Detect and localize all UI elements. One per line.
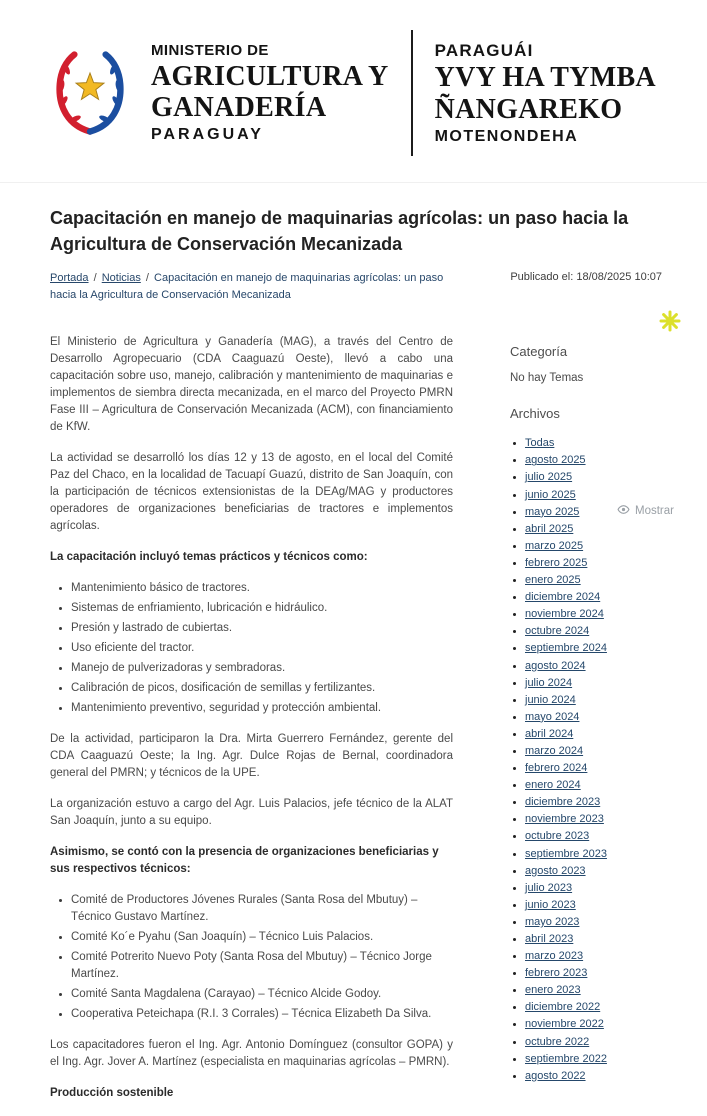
archive-item xyxy=(525,1033,662,1050)
archive-item xyxy=(525,947,662,964)
archive-link[interactable]: septiembre 2023 xyxy=(525,847,607,860)
archive-item xyxy=(525,998,662,1015)
article-paragraph: El Ministerio de Agricultura y Ganadería (MAG), a través del Centro de Desarrollo Agropecuario (CDA Caaguazú Oeste), llevó a cabo una capacitación sobre uso, manejo, calibración y mantenimiento de maquinarias e implementos de siembra directa mecanizada, en el marco del Proyecto PMRN Fase III – Agricultura de Conservación Mecanizada (ACM), con financiamiento de KfW. xyxy=(50,336,453,434)
archive-link[interactable]: julio 2023 xyxy=(525,881,573,894)
archive-item xyxy=(525,451,662,468)
topics-list-item: • Calibración de picos, dosificación de semillas y fertilizantes. xyxy=(71,680,453,697)
archive-item xyxy=(525,657,662,674)
archive-item xyxy=(525,981,662,998)
organizations-list-item: • Comité Ko´e Pyahu (San Joaquín) – Técnico Luis Palacios. xyxy=(71,929,453,946)
archive-link[interactable]: febrero 2025 xyxy=(525,556,588,569)
archive-link[interactable]: abril 2025 xyxy=(525,522,574,535)
mag-coat-of-arms-logo xyxy=(51,46,129,140)
archive-link[interactable]: marzo 2025 xyxy=(525,539,584,552)
breadcrumb-separator: / xyxy=(145,272,149,285)
archive-item xyxy=(525,845,662,862)
site-header xyxy=(0,0,707,183)
guarani-line-3: ÑANGAREKO xyxy=(434,93,623,125)
archive-item xyxy=(525,468,662,485)
accessibility-asterisk-icon[interactable] xyxy=(659,310,681,332)
archive-item xyxy=(525,588,662,605)
organizations-list-item: • Cooperativa Peteichapa (R.I. 3 Corrales) – Técnica Elizabeth Da Silva. xyxy=(71,1006,453,1023)
organizations-heading: Asimismo, se contó con la presencia de organizaciones beneficiarias y sus respectivos técnicos: xyxy=(50,846,439,876)
archive-link[interactable]: enero 2023 xyxy=(525,984,581,997)
archive-link[interactable]: junio 2025 xyxy=(525,488,576,501)
breadcrumb-separator: / xyxy=(93,272,97,285)
ministry-line-2: AGRICULTURA Y xyxy=(151,60,389,92)
header-divider xyxy=(411,30,413,156)
archive-item xyxy=(525,879,662,896)
show-label: Mostrar xyxy=(635,505,674,517)
archive-item xyxy=(525,776,662,793)
archive-link[interactable]: diciembre 2023 xyxy=(525,796,601,809)
archive-item xyxy=(525,486,662,503)
breadcrumb-link-noticias[interactable]: Noticias xyxy=(101,272,141,285)
archives-title: Archivos xyxy=(510,406,560,422)
main-content xyxy=(0,183,707,1116)
archive-link[interactable]: octubre 2024 xyxy=(525,625,590,638)
archive-item xyxy=(525,964,662,981)
archive-item xyxy=(525,537,662,554)
category-title: Categoría xyxy=(510,344,568,360)
content-columns xyxy=(50,334,662,1116)
archive-link[interactable]: mayo 2023 xyxy=(525,915,580,928)
archive-link[interactable]: enero 2025 xyxy=(525,574,581,587)
archive-link[interactable]: diciembre 2024 xyxy=(525,591,601,604)
archive-link[interactable]: septiembre 2024 xyxy=(525,642,607,655)
archive-item xyxy=(525,605,662,622)
archive-item xyxy=(525,691,662,708)
archive-link[interactable]: marzo 2023 xyxy=(525,950,584,963)
archive-item xyxy=(525,674,662,691)
topics-list-item: • Manejo de pulverizadoras y sembradoras. xyxy=(71,660,453,677)
guarani-line-1: PARAGUÁI xyxy=(434,41,534,61)
archive-item xyxy=(525,639,662,656)
archive-link[interactable]: Todas xyxy=(525,437,555,450)
breadcrumb xyxy=(50,270,450,304)
archive-item xyxy=(525,793,662,810)
archive-item xyxy=(525,1067,662,1084)
topics-list-item: • Sistemas de enfriamiento, lubricación e hidráulico. xyxy=(71,600,453,617)
topics-list-item: • Presión y lastrado de cubiertas. xyxy=(71,620,453,637)
archive-item xyxy=(525,913,662,930)
published-date: Publicado el: 18/08/2025 10:07 xyxy=(510,271,662,284)
archive-link[interactable]: diciembre 2022 xyxy=(525,1001,601,1014)
organizations-list-item: • Comité Potrerito Nuevo Poty (Santa Rosa del Mbutuy) – Técnico Jorge Martínez. xyxy=(71,949,453,983)
archive-link[interactable]: abril 2024 xyxy=(525,727,574,740)
ministry-title-block xyxy=(151,42,389,144)
archive-item xyxy=(525,827,662,844)
archive-item xyxy=(525,742,662,759)
article-paragraph: Los capacitadores fueron el Ing. Agr. Antonio Domínguez (consultor GOPA) y el Ing. Agr. Jover A. Martínez (especialista en maquinarias agrícolas – PMRN). xyxy=(50,1039,453,1069)
archive-item xyxy=(525,1050,662,1067)
guarani-line-2: YVY HA TYMBA xyxy=(434,62,656,94)
archive-item xyxy=(525,725,662,742)
archive-item xyxy=(525,862,662,879)
archives-list xyxy=(525,434,662,1084)
breadcrumb-link-portada[interactable]: Portada xyxy=(50,272,89,285)
archive-item xyxy=(525,930,662,947)
archive-link[interactable]: febrero 2023 xyxy=(525,967,588,980)
topics-list-item: • Mantenimiento básico de tractores. xyxy=(71,580,453,597)
archive-item xyxy=(525,554,662,571)
show-tooltip-button[interactable] xyxy=(614,502,677,520)
article-meta-row xyxy=(50,270,662,304)
archive-link[interactable]: agosto 2025 xyxy=(525,454,586,467)
article-paragraph: La actividad se desarrolló los días 12 y 13 de agosto, en el local del Comité Paz del Chaco, en la localidad de Tacuapí Guazú, distrito de San Joaquín, con la participación de técnicos extensionistas de la DEAg/MAG y productores operadores de organizaciones beneficiarias de tractores e implementos agrícolas. xyxy=(50,452,453,533)
sidebar xyxy=(510,334,662,1116)
archive-link[interactable]: agosto 2024 xyxy=(525,659,586,672)
archive-item xyxy=(525,810,662,827)
archive-link[interactable]: junio 2024 xyxy=(525,693,576,706)
archive-link[interactable]: marzo 2024 xyxy=(525,744,584,757)
archive-link[interactable]: noviembre 2024 xyxy=(525,608,604,621)
archive-link[interactable]: octubre 2022 xyxy=(525,1035,590,1048)
organizations-list-item: • Comité Santa Magdalena (Carayao) – Técnico Alcide Godoy. xyxy=(71,986,453,1003)
archive-link[interactable]: mayo 2025 xyxy=(525,505,580,518)
guarani-title-block xyxy=(435,40,656,146)
archive-item xyxy=(525,622,662,639)
archive-link[interactable]: agosto 2022 xyxy=(525,1069,586,1082)
ministry-line-3: GANADERÍA xyxy=(151,91,327,123)
ministry-line-4: PARAGUAY xyxy=(151,126,264,144)
organizations-list-item: • Comité de Productores Jóvenes Rurales (Santa Rosa del Mbutuy) – Técnico Gustavo Martínez. xyxy=(71,892,453,926)
archive-link[interactable]: agosto 2023 xyxy=(525,864,586,877)
archive-link[interactable]: octubre 2023 xyxy=(525,830,590,843)
archive-link[interactable]: enero 2024 xyxy=(525,779,581,792)
article-paragraph: De la actividad, participaron la Dra. Mirta Guerrero Fernández, gerente del CDA Caaguazú Oeste; la Ing. Agr. Dulce Rojas de Bernal, coordinadora general del PMRN; y técnicos de la UPE. xyxy=(50,733,453,780)
article-paragraph: La organización estuvo a cargo del Agr. Luis Palacios, jefe técnico de la ALAT San Joaquín, junto a su equipo. xyxy=(50,798,453,828)
topics-heading: La capacitación incluyó temas prácticos y técnicos como: xyxy=(50,551,368,564)
ministry-line-1: MINISTERIO DE xyxy=(151,41,269,59)
archive-link[interactable]: noviembre 2022 xyxy=(525,1018,604,1031)
archive-link[interactable]: junio 2023 xyxy=(525,898,576,911)
closing-heading: Producción sostenible xyxy=(50,1087,174,1100)
topics-list-item: • Uso eficiente del tractor. xyxy=(71,640,453,657)
article-body xyxy=(50,334,453,1116)
archive-item xyxy=(525,759,662,776)
archive-link[interactable]: mayo 2024 xyxy=(525,710,580,723)
eye-icon xyxy=(617,503,630,519)
archive-item xyxy=(525,434,662,451)
archive-link[interactable]: febrero 2024 xyxy=(525,762,588,775)
archive-link[interactable]: abril 2023 xyxy=(525,933,574,945)
archive-link[interactable]: julio 2025 xyxy=(525,471,573,484)
archive-item xyxy=(525,1015,662,1032)
archive-link[interactable]: julio 2024 xyxy=(525,676,573,689)
category-empty-text: No hay Temas xyxy=(510,372,584,385)
archive-item xyxy=(525,708,662,725)
topics-list xyxy=(71,580,453,717)
page-title: Capacitación en manejo de maquinarias agrícolas: un paso hacia la Agricultura de Conservación Mecanizada xyxy=(50,208,629,255)
archive-item xyxy=(525,571,662,588)
archive-item xyxy=(525,520,662,537)
guarani-line-4: MOTENONDEHA xyxy=(434,127,579,145)
organizations-list xyxy=(71,892,453,1023)
topics-list-item: • Mantenimiento preventivo, seguridad y protección ambiental. xyxy=(71,700,453,717)
breadcrumb-current: Capacitación en manejo de maquinarias agrícolas: un paso hacia la Agricultura de Conservación Mecanizada xyxy=(50,272,444,302)
archive-link[interactable]: septiembre 2022 xyxy=(525,1052,607,1065)
archive-item xyxy=(525,896,662,913)
archive-link[interactable]: noviembre 2023 xyxy=(525,813,604,826)
